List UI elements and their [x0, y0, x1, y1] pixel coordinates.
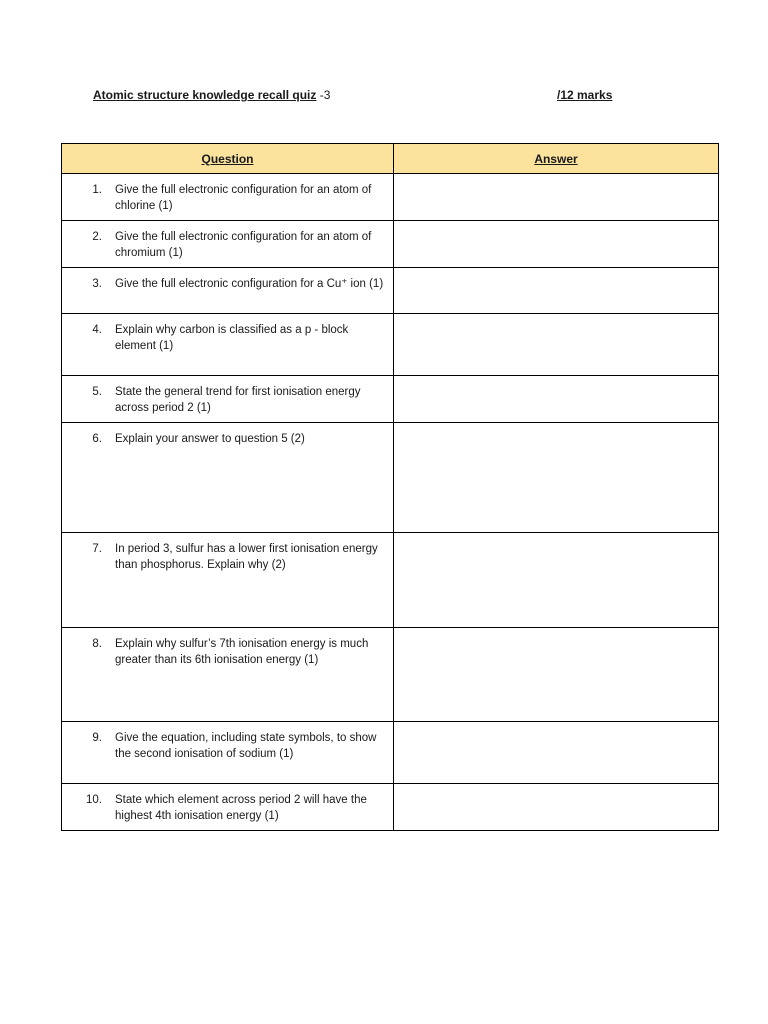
- quiz-title-suffix: -3: [316, 88, 331, 102]
- question-number: 1.: [92, 184, 102, 196]
- question-cell: [62, 423, 394, 533]
- quiz-title: [93, 88, 330, 102]
- table-row: [62, 628, 719, 722]
- question-text: Explain why carbon is classified as a p - block element (1): [115, 324, 349, 352]
- answer-cell[interactable]: [394, 628, 719, 722]
- table-row: [62, 423, 719, 533]
- table-row: [62, 268, 719, 314]
- question-cell: [62, 174, 394, 221]
- table-header-row: [62, 144, 719, 174]
- question-text: State which element across period 2 will have the highest 4th ionisation energy (1): [115, 794, 367, 822]
- question-number: 2.: [92, 231, 102, 243]
- question-cell: [62, 533, 394, 628]
- quiz-table: [61, 143, 719, 831]
- answer-cell[interactable]: [394, 533, 719, 628]
- question-text: Give the equation, including state symbols, to show the second ionisation of sodium (1): [115, 732, 377, 760]
- question-column-header: Question: [62, 144, 394, 174]
- question-cell: [62, 722, 394, 784]
- answer-cell[interactable]: [394, 376, 719, 423]
- quiz-title-main: Atomic structure knowledge recall quiz: [93, 88, 317, 102]
- table-row: [62, 221, 719, 268]
- answer-cell[interactable]: [394, 784, 719, 831]
- question-number: 9.: [92, 732, 102, 744]
- answer-cell[interactable]: [394, 722, 719, 784]
- page-header: [93, 88, 633, 106]
- answer-cell[interactable]: [394, 423, 719, 533]
- table-row: [62, 376, 719, 423]
- question-cell: [62, 628, 394, 722]
- question-text: Give the full electronic configuration for a Cu⁺ ion (1): [115, 278, 384, 290]
- answer-column-header: Answer: [394, 144, 719, 174]
- question-number: 8.: [92, 638, 102, 650]
- answer-cell[interactable]: [394, 314, 719, 376]
- table-row: [62, 722, 719, 784]
- question-cell: [62, 221, 394, 268]
- question-number: 3.: [92, 278, 102, 290]
- question-text: In period 3, sulfur has a lower first ionisation energy than phosphorus. Explain why (2): [115, 543, 378, 571]
- answer-cell[interactable]: [394, 268, 719, 314]
- table-row: [62, 784, 719, 831]
- table-row: [62, 174, 719, 221]
- question-cell: [62, 268, 394, 314]
- answer-cell[interactable]: [394, 174, 719, 221]
- question-text: Give the full electronic configuration for an atom of chlorine (1): [115, 184, 372, 212]
- question-cell: [62, 376, 394, 423]
- question-cell: [62, 784, 394, 831]
- answer-cell[interactable]: [394, 221, 719, 268]
- question-number: 4.: [92, 324, 102, 336]
- question-text: Explain why sulfur’s 7th ionisation energy is much greater than its 6th ionisation energy (1): [115, 638, 369, 666]
- question-text: Explain your answer to question 5 (2): [115, 433, 305, 445]
- question-number: 6.: [92, 433, 102, 445]
- total-marks-label: /12 marks: [557, 88, 613, 102]
- question-number: 7.: [92, 543, 102, 555]
- question-text: Give the full electronic configuration for an atom of chromium (1): [115, 231, 372, 259]
- table-row: [62, 533, 719, 628]
- question-number: 10.: [86, 794, 102, 806]
- question-number: 5.: [92, 386, 102, 398]
- question-cell: [62, 314, 394, 376]
- question-text: State the general trend for first ionisation energy across period 2 (1): [115, 386, 361, 414]
- table-row: [62, 314, 719, 376]
